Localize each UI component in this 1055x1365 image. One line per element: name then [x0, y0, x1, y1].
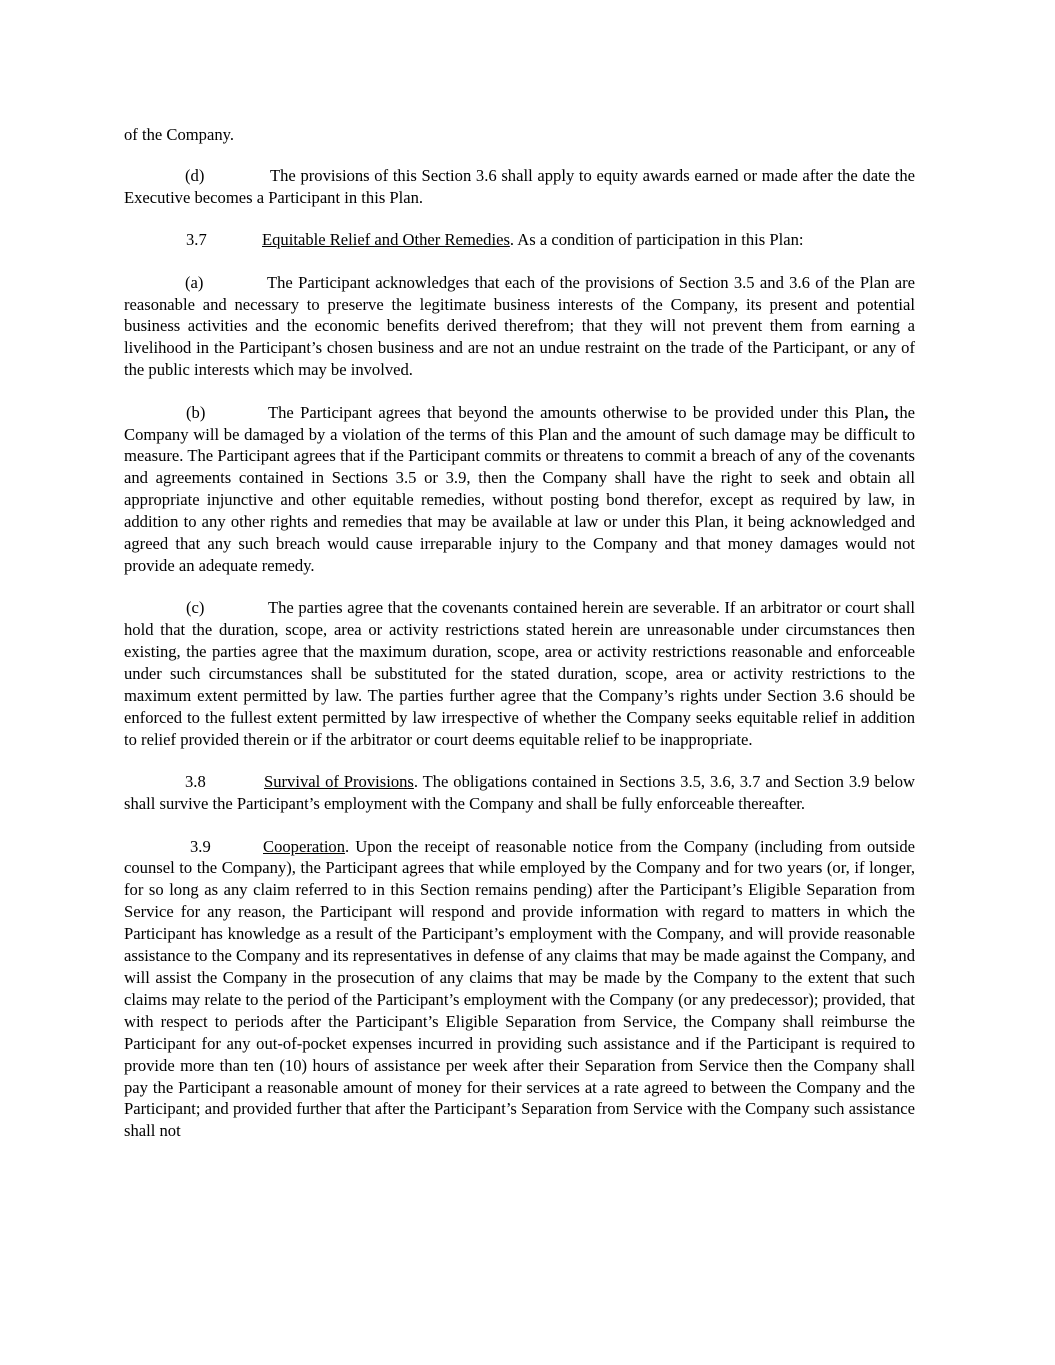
label-d: (d) — [185, 165, 205, 185]
document-page — [124, 124, 915, 1163]
section-3-9-text: . Upon the receipt of reasonable notice from the Company (including from outside counsel to the Company), the Participant agrees that while employed by the Company and for two years (or, if longer, for so long as any claim referred to in this Section remains pending) after the Participant’s Eligible Separation from Service for any reason, the Participant will respond and provide information with regard to matters in which the Participant has knowledge as a result of the Participant’s employment with the Company, and will provide reasonable assistance to the Company and its representatives in defense of any claims that may be made against the Company, and will assist the Company in the prosecution of any claims that may be made by the Company to the extent that such claims may relate to the period of the Participant’s employment with the Company (or any predecessor); provided, that with respect to periods after the Participant’s Eligible Separation from Service, the Company shall reimburse the Participant for any out-of-pocket expenses incurred in providing such assistance and if the Participant is required to provide more than ten (10) hours of assistance per week after their Separation from Service then the Company shall pay the Participant a reasonable amount of money for their services at a rate agreed to between the Company and the Participant; and provided further that after the Participant’s Separation from Service with the Company such assistance shall not — [124, 836, 915, 1141]
section-3-9 — [124, 836, 915, 1143]
paragraph-3-7-c — [124, 597, 915, 750]
text-b-start: The Participant agrees that beyond the amounts otherwise to be provided under this Plan — [268, 402, 885, 422]
section-3-7-number: 3.7 — [186, 230, 207, 250]
paragraph-3-7-b — [124, 402, 915, 577]
text-d: The provisions of this Section 3.6 shall apply to equity awards earned or made after the date the Executive becomes a Participant in this Plan. — [124, 165, 915, 207]
text-c: The parties agree that the covenants contained herein are severable. If an arbitrator or court shall hold that the duration, scope, area or activity restrictions stated herein are unreasonable under circumstances then existing, the parties agree that the maximum duration, scope, area or activity restrictions reasonable and enforceable under such circumstances shall be substituted for the stated duration, scope, area or activity restrictions to the maximum extent permitted by law. The parties further agree that the Company’s rights under Section 3.6 should be enforced to the fullest extent permitted by law irrespective of whether the Company seeks equitable relief in addition to relief provided therein or if the arbitrator or court deems equitable relief to be inappropriate. — [124, 598, 915, 749]
section-3-8 — [124, 771, 915, 815]
intro-paragraph — [124, 124, 915, 146]
label-c: (c) — [186, 598, 205, 618]
label-a: (a) — [185, 272, 204, 292]
section-3-8-title: Survival of Provisions — [264, 772, 414, 792]
intro-text: of the Company. — [124, 125, 234, 144]
text-b-rest: the Company will be damaged by a violation of the terms of this Plan and the amount of such damage may be difficult to measure. The Participant agrees that if the Participant commits or threatens to commit a breach of any of the covenants and agreements contained in Sections 3.5 or 3.9, then the Company shall have the right to seek and obtain all appropriate injunctive and other equitable remedies, without posting bond therefor, except as required by law, in addition to any other rights and remedies that may be available at law or under this Plan, it being acknowledged and agreed that any such breach would cause irreparable injury to the Company and that money damages would not provide an adequate remedy. — [124, 402, 916, 575]
section-3-9-number: 3.9 — [190, 836, 211, 856]
section-3-8-number: 3.8 — [185, 772, 206, 792]
text-a: The Participant acknowledges that each of the provisions of Section 3.5 and 3.6 of the Plan are reasonable and necessary to preserve the legitimate business interests of the Company, its present and potential business activities and the economic benefits derived therefrom; that they will not prevent them from earning a livelihood in the Participant’s chosen business and are not an undue restraint on the trade of the Participant, or any of the public interests which may be involved. — [124, 272, 915, 380]
section-3-9-title: Cooperation — [263, 836, 346, 856]
text-b-bold-comma: , — [884, 402, 889, 422]
paragraph-3-6-d — [124, 165, 915, 209]
paragraph-3-7-a — [124, 272, 915, 382]
section-3-7-title: Equitable Relief and Other Remedies — [262, 230, 510, 250]
label-b: (b) — [186, 402, 206, 422]
section-3-7-heading — [124, 229, 915, 251]
section-3-8-text: . The obligations contained in Sections 3.5, 3.6, 3.7 and Section 3.9 below shall survive the Participant’s employment with the Company and shall be fully enforceable thereafter. — [124, 772, 915, 814]
section-3-7-text: . As a condition of participation in this Plan: — [509, 230, 804, 250]
